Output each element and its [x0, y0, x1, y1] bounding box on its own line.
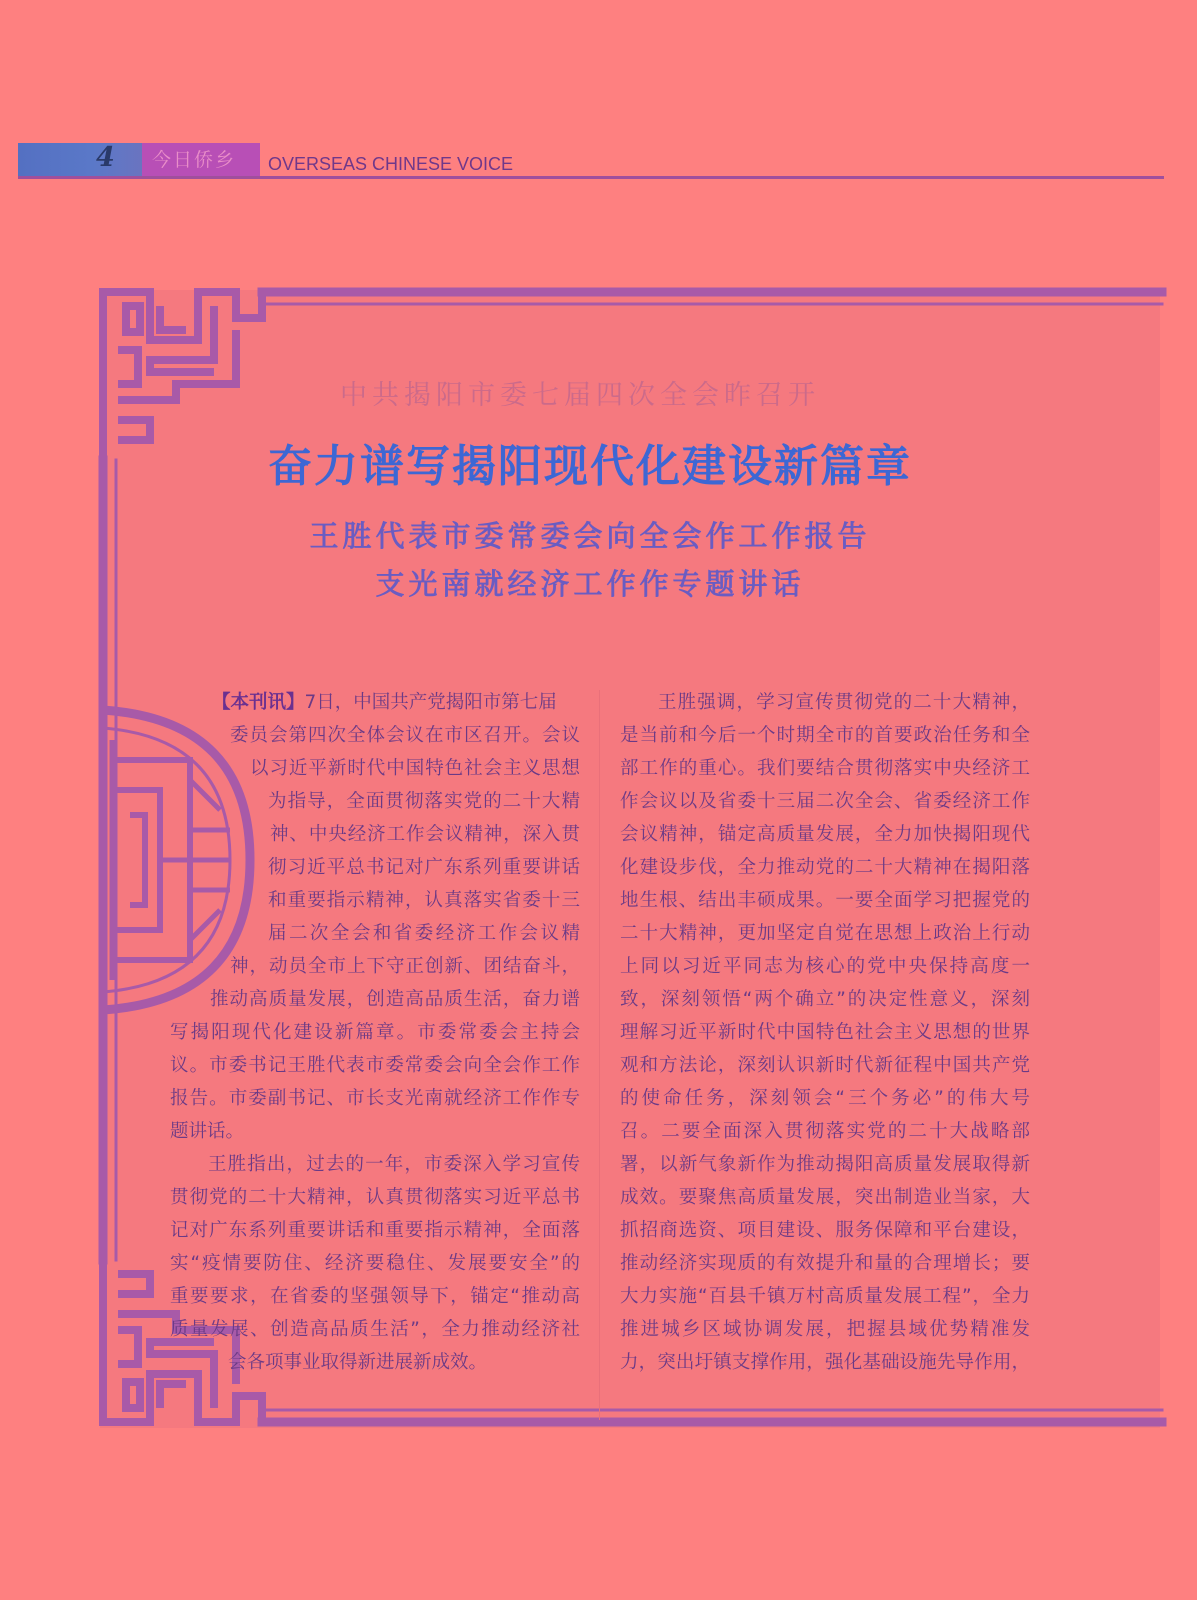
text-line: 届二次全会和省委经济工作会议精 [268, 923, 580, 944]
text-line: 写揭阳现代化建设新篇章。市委常委会主持会 [170, 1022, 580, 1043]
text-line: 报告。市委副书记、市长支光南就经济工作作专 [170, 1088, 580, 1109]
text-line: 推进城乡区域协调发展，把握县域优势精准发 [620, 1319, 1030, 1340]
text-line: 推动经济实现质的有效提升和量的合理增长；要 [620, 1253, 1030, 1274]
text-line: 会议精神，锚定高质量发展，全力加快揭阳现代 [620, 824, 1030, 845]
lattice-window [103, 710, 250, 1010]
text-line: 神、中央经济工作会议精神，深入贯 [270, 824, 580, 845]
text-line: 地生根、结出丰硕成果。一要全面学习把握党的 [620, 890, 1030, 911]
text-line: 题讲话。 [170, 1121, 245, 1142]
text-line: 二十大精神，更加坚定自觉在思想上政治上行动 [620, 923, 1030, 944]
text-line: 贯彻党的二十大精神，认真贯彻落实习近平总书 [170, 1187, 580, 1208]
page-number: 4 [96, 142, 115, 173]
text-line: 为指导，全面贯彻落实党的二十大精 [268, 791, 580, 812]
headline: 奋力谱写揭阳现代化建设新篇章 [268, 441, 912, 492]
section-name: 今日侨乡 [152, 149, 237, 171]
publication-name: OVERSEAS CHINESE VOICE [268, 154, 514, 174]
text-line: 质量发展、创造高品质生活”，全力推动经济社 [170, 1319, 580, 1340]
lead-tag: 【本刊讯】 [212, 692, 305, 713]
subtitle: 支光南就经济工作作专题讲话 [375, 567, 805, 601]
subtitle: 王胜代表市委常委会向全会作工作报告 [309, 519, 871, 553]
text-line: 实“疫情要防住、经济要稳住、发展要安全”的 [170, 1253, 580, 1274]
text-line: 抓招商选资、项目建设、服务保障和平台建设， [620, 1220, 1030, 1241]
text-line: 化建设步伐，全力推动党的二十大精神在揭阳落 [620, 857, 1030, 878]
text-line: 推动高质量发展，创造高品质生活，奋力谱 [210, 989, 580, 1010]
text-line: 成效。要聚焦高质量发展，突出制造业当家，大 [620, 1187, 1030, 1208]
column-divider [599, 690, 600, 1420]
text-line: 致，深刻领悟“两个确立”的决定性意义，深刻 [620, 989, 1030, 1010]
text-line: 神，动员全市上下守正创新、团结奋斗， [230, 956, 580, 977]
text-line: 力，突出圩镇支撑作用，强化基础设施先导作用， [620, 1352, 1030, 1373]
text-line: 【本刊讯】7日，中国共产党揭阳市第七届 [212, 692, 557, 713]
text-line: 上同以习近平同志为核心的党中央保持高度一 [620, 956, 1030, 977]
text-line: 是当前和今后一个时期全市的首要政治任务和全 [620, 725, 1030, 746]
text-line: 以习近平新时代中国特色社会主义思想 [250, 758, 580, 779]
text-line: 议。市委书记王胜代表市委常委会向全会作工作 [170, 1055, 580, 1076]
text-line: 王胜指出，过去的一年，市委深入学习宣传 [208, 1154, 580, 1175]
text-line: 记对广东系列重要讲话和重要指示精神，全面落 [170, 1220, 580, 1241]
text-line: 署，以新气象新作为推动揭阳高质量发展取得新 [620, 1154, 1030, 1175]
text-line: 的使命任务，深刻领会“三个务必”的伟大号 [620, 1088, 1030, 1109]
text-line: 和重要指示精神，认真落实省委十三 [268, 890, 580, 911]
kicker: 中共揭阳市委七届四次全会昨召开 [340, 380, 820, 411]
text-line: 大力实施“百县千镇万村高质量发展工程”，全力 [620, 1286, 1030, 1307]
text-line: 王胜强调，学习宣传贯彻党的二十大精神， [658, 692, 1030, 713]
text-line: 彻习近平总书记对广东系列重要讲话 [268, 857, 580, 878]
text-line: 召。二要全面深入贯彻落实党的二十大战略部 [620, 1121, 1030, 1142]
text-line: 理解习近平新时代中国特色社会主义思想的世界 [620, 1022, 1030, 1043]
text-line: 部工作的重心。我们要结合贯彻落实中央经济工 [620, 758, 1030, 779]
text-line: 会各项事业取得新进展新成效。 [228, 1352, 488, 1373]
text-line: 观和方法论，深刻认识新时代新征程中国共产党 [620, 1055, 1030, 1076]
text-line: 重要要求，在省委的坚强领导下，锚定“推动高 [170, 1286, 580, 1307]
text-line: 作会议以及省委十三届二次全会、省委经济工作 [620, 791, 1030, 812]
text-line: 委员会第四次全体会议在市区召开。会议 [230, 725, 580, 746]
